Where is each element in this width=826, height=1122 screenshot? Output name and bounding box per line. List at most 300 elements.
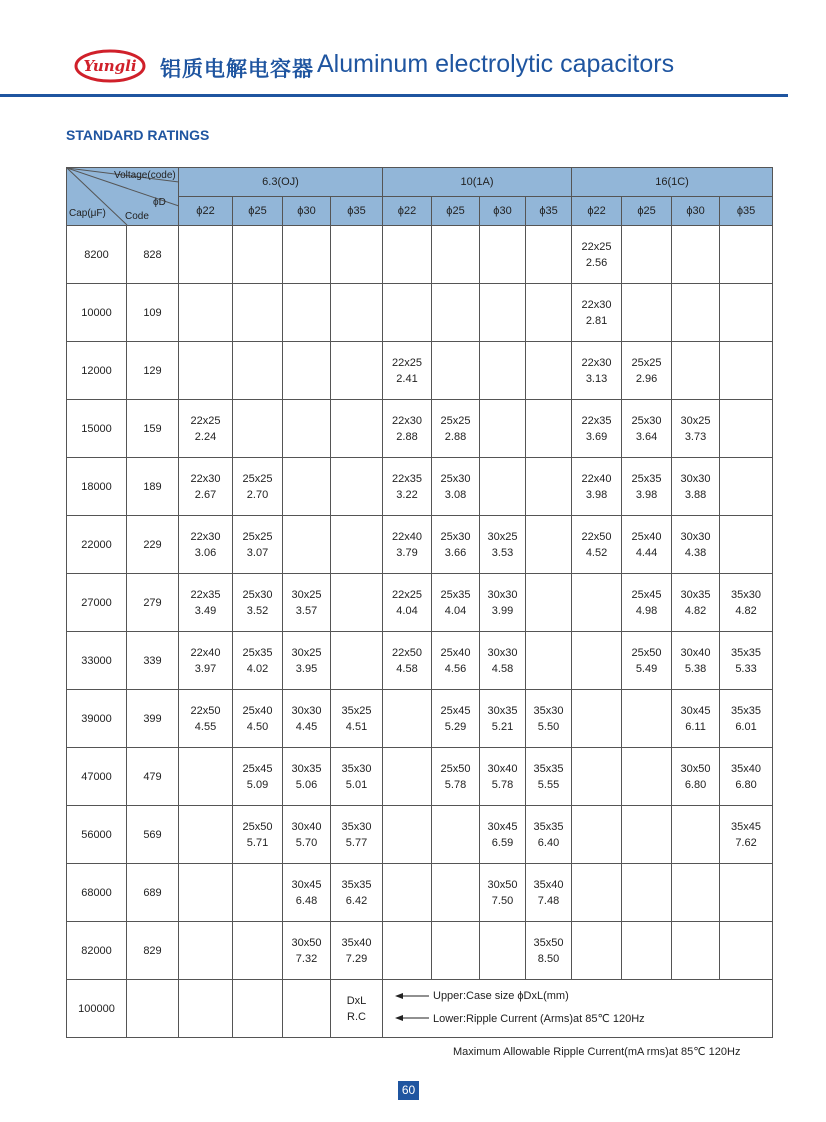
diameter-header-cell: ϕ22	[572, 197, 622, 226]
rating-cell	[480, 284, 526, 342]
rating-cell	[179, 226, 233, 284]
capacitance-cell: 68000	[67, 864, 127, 922]
rating-cell	[572, 864, 622, 922]
legend-lower: Lower:Ripple Current (Arms)at 85℃ 120Hz	[433, 1013, 645, 1025]
rating-cell	[526, 226, 572, 284]
rating-cell	[480, 864, 526, 922]
ripple-current: 4.50	[246, 720, 269, 733]
rating-cell	[383, 806, 432, 864]
case-size: DxL	[346, 994, 367, 1007]
rating-cell	[283, 516, 331, 574]
ripple-current: 7.29	[345, 952, 368, 965]
case-size: 30x25	[291, 588, 322, 601]
case-size: 25x35	[242, 646, 273, 659]
rating-cell	[526, 574, 572, 632]
legend-arrows	[395, 990, 431, 1026]
ripple-current: 2.88	[396, 430, 418, 443]
case-size: 22x35	[392, 472, 422, 485]
rating-cell	[179, 458, 233, 516]
rating-cell	[283, 284, 331, 342]
ripple-current: 6.59	[491, 836, 514, 849]
ripple-current: 3.69	[585, 430, 608, 443]
case-size: 35x35	[731, 704, 762, 717]
case-size: 35x40	[341, 936, 372, 949]
case-size: 30x25	[291, 646, 322, 659]
rating-cell	[480, 342, 526, 400]
table-row	[67, 806, 773, 864]
capacitance-cell: 100000	[67, 980, 127, 1038]
ripple-current: 2.24	[194, 430, 217, 443]
rating-cell	[526, 922, 572, 980]
ripple-current: 3.07	[246, 546, 269, 559]
rating-cell	[572, 690, 622, 748]
case-size: 30x35	[291, 762, 322, 775]
rating-cell	[331, 748, 383, 806]
capacitance-cell: 18000	[67, 458, 127, 516]
case-size: 22x35	[190, 588, 221, 601]
table-row	[67, 922, 773, 980]
capacitance-cell: 27000	[67, 574, 127, 632]
case-size: 25x45	[631, 588, 662, 601]
rating-cell	[672, 342, 720, 400]
diameter-header-cell: ϕ25	[233, 197, 283, 226]
ripple-current: 5.78	[444, 778, 467, 791]
rating-cell	[179, 574, 233, 632]
case-size: 25x50	[242, 820, 273, 833]
table-row	[67, 632, 773, 690]
voltage-6v3: 6.3(OJ)	[179, 168, 383, 197]
rating-cell	[572, 400, 622, 458]
rating-cell	[233, 980, 283, 1038]
ripple-current: 4.52	[585, 546, 608, 559]
diameter-header-cell: ϕ25	[622, 197, 672, 226]
case-size: 22x25	[581, 240, 612, 253]
case-size: 25x40	[440, 646, 471, 659]
case-size: 30x50	[487, 878, 518, 891]
rating-cell	[179, 632, 233, 690]
capacitance-cell: 10000	[67, 284, 127, 342]
ripple-current: 3.08	[444, 488, 467, 501]
rating-cell	[331, 574, 383, 632]
ripple-current: 3.22	[396, 488, 418, 501]
ripple-current: 4.51	[345, 720, 368, 733]
voltage-16v: 16(1C)	[572, 168, 773, 197]
rating-cell	[622, 806, 672, 864]
case-size: 30x50	[291, 936, 322, 949]
rating-cell	[720, 922, 773, 980]
rating-cell	[233, 748, 283, 806]
rating-cell	[233, 226, 283, 284]
rating-cell	[672, 690, 720, 748]
rating-cell	[432, 574, 480, 632]
rating-cell	[283, 980, 331, 1038]
rating-cell	[233, 632, 283, 690]
table-row	[67, 226, 773, 284]
ripple-current: 4.38	[684, 546, 707, 559]
rating-cell	[331, 806, 383, 864]
corner-header-cell	[67, 168, 179, 226]
rating-cell	[622, 864, 672, 922]
code-cell: 828	[127, 226, 179, 284]
case-size: 30x40	[291, 820, 322, 833]
rating-cell	[720, 342, 773, 400]
rating-cell	[432, 516, 480, 574]
ripple-current: 8.50	[537, 952, 560, 965]
rating-cell	[480, 922, 526, 980]
rating-cell	[432, 284, 480, 342]
ripple-current: 6.40	[537, 836, 560, 849]
ripple-current: 3.98	[585, 488, 608, 501]
case-size: 25x40	[242, 704, 273, 717]
table-row	[67, 458, 773, 516]
case-size: 25x30	[631, 414, 662, 427]
rating-cell	[179, 748, 233, 806]
rating-cell	[480, 632, 526, 690]
rating-cell	[480, 748, 526, 806]
rating-cell	[720, 400, 773, 458]
rating-cell	[720, 806, 773, 864]
page-header	[0, 0, 826, 100]
ripple-current: 5.38	[684, 662, 707, 675]
rating-cell	[233, 284, 283, 342]
yungli-logo	[74, 48, 146, 84]
ripple-current: 4.44	[635, 546, 658, 559]
rating-cell	[672, 458, 720, 516]
rating-cell	[179, 690, 233, 748]
case-size: 22x40	[190, 646, 221, 659]
ripple-current: 2.96	[635, 372, 658, 385]
ripple-current: 7.32	[295, 952, 318, 965]
rating-cell	[432, 864, 480, 922]
case-size: 22x30	[581, 356, 612, 369]
rating-cell	[622, 458, 672, 516]
code-cell: 129	[127, 342, 179, 400]
case-size: 22x30	[190, 472, 221, 485]
case-size: 35x35	[731, 646, 762, 659]
rating-cell	[283, 748, 331, 806]
code-cell: 339	[127, 632, 179, 690]
rating-cell	[480, 226, 526, 284]
rating-cell	[383, 516, 432, 574]
rating-cell	[179, 342, 233, 400]
standard-ratings-table	[66, 167, 773, 1038]
case-size: 25x25	[631, 356, 662, 369]
case-size: 25x30	[440, 530, 471, 543]
rating-cell	[480, 574, 526, 632]
rating-cell	[331, 632, 383, 690]
rating-cell	[383, 864, 432, 922]
rating-cell	[179, 400, 233, 458]
rating-cell	[383, 632, 432, 690]
rating-cell	[622, 284, 672, 342]
rating-cell	[480, 806, 526, 864]
case-size: 25x35	[440, 588, 471, 601]
ripple-current: 5.50	[537, 720, 560, 733]
rating-cell	[622, 516, 672, 574]
rating-cell	[383, 574, 432, 632]
ripple-current: 2.56	[585, 256, 608, 269]
ripple-current: 7.50	[491, 894, 514, 907]
ripple-current: 4.04	[444, 604, 467, 617]
ripple-current: 3.98	[635, 488, 658, 501]
ripple-current: 3.53	[491, 546, 514, 559]
rating-cell	[233, 400, 283, 458]
code-cell: 159	[127, 400, 179, 458]
rating-cell	[480, 458, 526, 516]
case-size: 35x40	[731, 762, 762, 775]
rating-cell	[572, 922, 622, 980]
ripple-current: 3.13	[585, 372, 608, 385]
ripple-current: 6.42	[345, 894, 368, 907]
rating-cell	[331, 284, 383, 342]
rating-cell	[432, 922, 480, 980]
ripple-current: 3.06	[194, 546, 217, 559]
rating-cell	[526, 748, 572, 806]
rating-cell	[283, 632, 331, 690]
rating-cell	[432, 748, 480, 806]
case-size: 25x25	[242, 530, 273, 543]
ripple-current: 4.04	[396, 604, 418, 617]
rating-cell	[331, 864, 383, 922]
code-cell: 689	[127, 864, 179, 922]
rating-cell	[720, 748, 773, 806]
ripple-current: 4.45	[295, 720, 318, 733]
rating-cell	[672, 400, 720, 458]
table-row	[67, 400, 773, 458]
table-row	[67, 690, 773, 748]
capacitance-cell: 82000	[67, 922, 127, 980]
ripple-current: 3.64	[635, 430, 658, 443]
case-size: 22x30	[392, 414, 422, 427]
rating-cell	[720, 632, 773, 690]
rating-cell	[233, 574, 283, 632]
rating-cell	[672, 284, 720, 342]
case-size: 35x30	[533, 704, 564, 717]
ripple-current: 3.97	[194, 662, 217, 675]
rating-cell	[720, 864, 773, 922]
ripple-current: 5.55	[537, 778, 560, 791]
ripple-current: 3.88	[684, 488, 707, 501]
ripple-current: 6.80	[684, 778, 707, 791]
rating-cell	[233, 342, 283, 400]
case-size: 22x50	[581, 530, 612, 543]
ripple-current: 3.57	[295, 604, 318, 617]
code-cell: 229	[127, 516, 179, 574]
table-row	[67, 342, 773, 400]
header-rule	[0, 94, 788, 97]
diameter-label: ϕD	[153, 197, 166, 208]
ripple-current: 4.58	[396, 662, 418, 675]
rating-cell	[672, 574, 720, 632]
rating-cell	[432, 458, 480, 516]
code-cell: 109	[127, 284, 179, 342]
ripple-footnote: Maximum Allowable Ripple Current(mA rms)at 85℃ 120Hz	[453, 1046, 741, 1058]
rating-cell	[283, 226, 331, 284]
page-number: 60	[398, 1081, 419, 1100]
ripple-current: 6.11	[685, 720, 706, 733]
capacitance-cell: 22000	[67, 516, 127, 574]
rating-cell	[283, 864, 331, 922]
rating-cell	[283, 574, 331, 632]
rating-cell	[720, 574, 773, 632]
capacitance-cell: 8200	[67, 226, 127, 284]
case-size: 35x30	[731, 588, 762, 601]
diameter-header-cell: ϕ30	[672, 197, 720, 226]
rating-cell	[572, 574, 622, 632]
case-size: 22x30	[581, 298, 612, 311]
rating-cell	[622, 632, 672, 690]
rating-cell	[432, 690, 480, 748]
code-cell: 479	[127, 748, 179, 806]
rating-cell	[526, 516, 572, 574]
ripple-current: 4.55	[194, 720, 217, 733]
rating-cell	[526, 864, 572, 922]
case-size: 30x40	[487, 762, 518, 775]
rating-cell	[331, 458, 383, 516]
ripple-current: 5.77	[345, 836, 368, 849]
capacitance-cell: 33000	[67, 632, 127, 690]
table-row	[67, 574, 773, 632]
ripple-current: 6.48	[295, 894, 318, 907]
rating-cell	[283, 400, 331, 458]
rating-cell	[383, 690, 432, 748]
rating-cell	[179, 284, 233, 342]
rating-cell	[720, 284, 773, 342]
legend-cell	[383, 980, 773, 1038]
table-row	[67, 516, 773, 574]
rating-cell	[383, 342, 432, 400]
rating-cell	[526, 458, 572, 516]
rating-cell	[179, 980, 233, 1038]
case-size: 25x25	[440, 414, 471, 427]
rating-cell	[383, 226, 432, 284]
rating-cell	[572, 748, 622, 806]
rating-cell	[432, 806, 480, 864]
ripple-current: 2.88	[444, 430, 467, 443]
ripple-current: 3.99	[491, 604, 514, 617]
rating-cell	[233, 458, 283, 516]
case-size: 30x50	[680, 762, 711, 775]
rating-cell	[672, 806, 720, 864]
rating-cell	[672, 922, 720, 980]
rating-cell	[572, 284, 622, 342]
case-size: 35x30	[341, 762, 372, 775]
rating-cell	[179, 806, 233, 864]
rating-cell	[331, 226, 383, 284]
rating-cell	[672, 632, 720, 690]
rating-cell	[383, 284, 432, 342]
ripple-current: 5.33	[735, 662, 757, 675]
ripple-current: 4.98	[635, 604, 658, 617]
rating-cell	[572, 226, 622, 284]
case-size: 22x25	[190, 414, 221, 427]
voltage-code-label: Voltage(code)	[114, 170, 176, 181]
rating-cell	[720, 226, 773, 284]
title-chinese: 铝质电解电容器	[160, 57, 314, 81]
diameter-header-cell: ϕ30	[283, 197, 331, 226]
rating-cell	[622, 922, 672, 980]
case-size: 25x30	[242, 588, 273, 601]
case-size: 30x45	[487, 820, 518, 833]
case-size: 22x40	[581, 472, 612, 485]
case-size: 30x30	[680, 472, 711, 485]
rating-cell	[480, 516, 526, 574]
rating-cell	[672, 516, 720, 574]
diameter-header-cell: ϕ35	[331, 197, 383, 226]
rating-cell	[331, 400, 383, 458]
ripple-current: 3.79	[396, 546, 418, 559]
ripple-current: 4.02	[246, 662, 269, 675]
rating-cell	[331, 980, 383, 1038]
rating-cell	[233, 806, 283, 864]
rating-cell	[672, 226, 720, 284]
rating-cell	[179, 516, 233, 574]
rating-cell	[622, 690, 672, 748]
capacitance-cell: 12000	[67, 342, 127, 400]
rating-cell	[331, 922, 383, 980]
case-size: 35x30	[341, 820, 372, 833]
case-size: 25x45	[440, 704, 471, 717]
rating-cell	[526, 342, 572, 400]
case-size: 30x35	[487, 704, 518, 717]
case-size: 35x35	[533, 762, 564, 775]
capacitance-cell: 56000	[67, 806, 127, 864]
ripple-current: R.C	[347, 1010, 366, 1023]
case-size: 22x40	[392, 530, 422, 543]
rating-cell	[622, 748, 672, 806]
ripple-current: 2.41	[396, 372, 418, 385]
capacitance-cell: 15000	[67, 400, 127, 458]
case-size: 35x35	[533, 820, 564, 833]
ripple-current: 4.82	[735, 604, 757, 617]
section-title: STANDARD RATINGS	[66, 127, 210, 143]
case-size: 35x25	[341, 704, 372, 717]
rating-cell	[383, 400, 432, 458]
ripple-current: 3.73	[684, 430, 707, 443]
rating-cell	[572, 632, 622, 690]
rating-cell	[331, 690, 383, 748]
rating-cell	[622, 574, 672, 632]
case-size: 30x25	[487, 530, 518, 543]
case-size: 35x40	[533, 878, 564, 891]
code-cell: 279	[127, 574, 179, 632]
code-cell: 569	[127, 806, 179, 864]
case-size: 22x50	[190, 704, 221, 717]
case-size: 30x30	[487, 588, 518, 601]
diameter-header-cell: ϕ22	[383, 197, 432, 226]
rating-cell	[622, 226, 672, 284]
code-label: Code	[125, 211, 149, 222]
diameter-header-cell: ϕ35	[720, 197, 773, 226]
rating-cell	[572, 458, 622, 516]
rating-cell	[383, 922, 432, 980]
case-size: 25x25	[242, 472, 273, 485]
ripple-current: 3.49	[194, 604, 217, 617]
diameter-header-cell: ϕ22	[179, 197, 233, 226]
rating-cell	[432, 632, 480, 690]
case-size: 35x45	[731, 820, 762, 833]
rating-cell	[572, 516, 622, 574]
ripple-current: 7.48	[537, 894, 560, 907]
rating-cell	[480, 400, 526, 458]
case-size: 22x35	[581, 414, 612, 427]
rating-cell	[233, 864, 283, 922]
ripple-current: 5.01	[345, 778, 368, 791]
case-size: 25x40	[631, 530, 662, 543]
case-size: 35x35	[341, 878, 372, 891]
table-row	[67, 748, 773, 806]
ripple-current: 6.80	[735, 778, 757, 791]
